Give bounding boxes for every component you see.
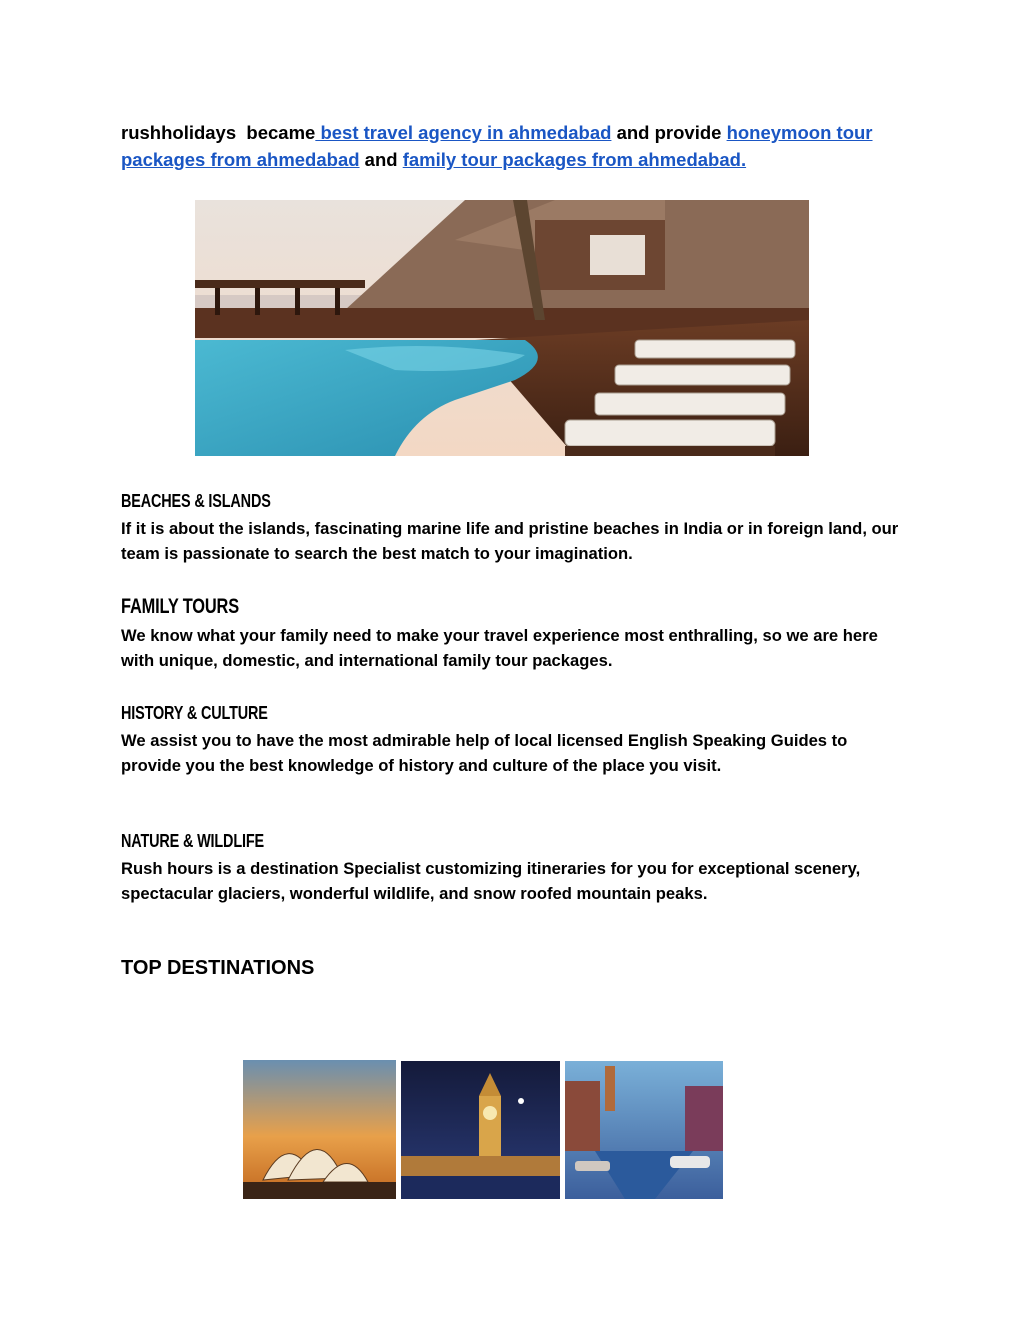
- best-travel-agency-link[interactable]: best travel agency in ahmedabad: [320, 122, 612, 143]
- honeymoon-packages-link[interactable]: honeymoon tour packages from ahmedabad: [121, 122, 873, 170]
- family-tours-heading: FAMILY TOURS: [121, 595, 239, 618]
- london-big-ben-image[interactable]: [401, 1061, 560, 1199]
- intro-text-and: and: [364, 149, 398, 170]
- family-packages-link[interactable]: family tour packages from ahmedabad.: [402, 149, 747, 170]
- sydney-opera-house-image[interactable]: [243, 1060, 396, 1199]
- beaches-islands-heading: BEACHES & ISLANDS: [121, 490, 271, 511]
- intro-paragraph: [121, 119, 906, 173]
- nature-wildlife-text: Rush hours is a destination Specialist customizing itineraries for you for exceptional scenery, spectacular glaciers, wonderful wildlife, and snow roofed mountain peaks.: [121, 859, 861, 903]
- intro-text-and-provide: and provide: [616, 122, 722, 143]
- family-tours-text: We know what your family need to make your travel experience most enthralling, so we are here with unique, domestic, and international family tour packages.: [121, 626, 878, 670]
- top-destinations-heading: TOP DESTINATIONS: [121, 957, 315, 979]
- amsterdam-canal-image[interactable]: [565, 1061, 723, 1199]
- brand-name: rushholidays: [121, 122, 237, 143]
- history-culture-text: We assist you to have the most admirable help of local licensed English Speaking Guides to provide you the best knowledge of history and culture of the place you visit.: [121, 731, 848, 775]
- history-culture-heading: HISTORY & CULTURE: [121, 702, 268, 723]
- beaches-islands-text: If it is about the islands, fascinating marine life and pristine beaches in India or in foreign land, our team is passionate to search the best match to your imagination.: [121, 519, 899, 563]
- intro-text-became: became: [246, 122, 316, 143]
- resort-pool-image: [195, 200, 809, 456]
- nature-wildlife-heading: NATURE & WILDLIFE: [121, 830, 264, 851]
